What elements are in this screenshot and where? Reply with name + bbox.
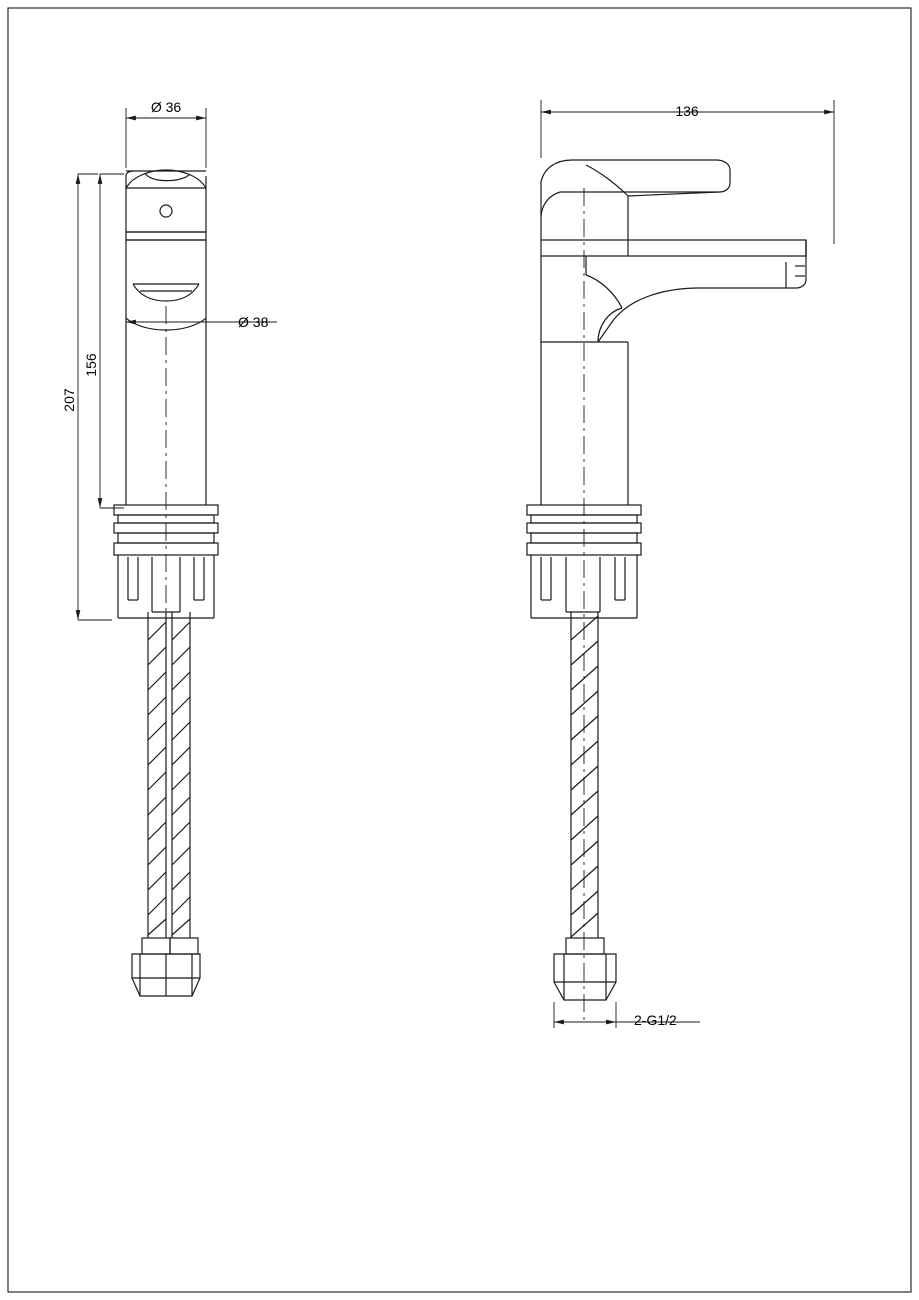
hose-left xyxy=(148,612,166,938)
dim-body-height: 156 xyxy=(83,353,99,377)
sheet-border xyxy=(8,8,911,1292)
dim-spout-reach: 136 xyxy=(675,103,699,119)
dim-spout-cap-dia: Ø 36 xyxy=(150,99,182,115)
front-view-geometry xyxy=(114,170,218,996)
dim-overall-height: 207 xyxy=(61,388,77,412)
side-view-dimensions xyxy=(541,100,834,1028)
dim-thread-spec: 2-G1/2 xyxy=(634,1012,677,1028)
hose-right xyxy=(172,612,190,938)
dim-body-dia: Ø 38 xyxy=(238,314,269,330)
hose-side xyxy=(571,612,598,938)
side-view-geometry xyxy=(527,160,806,1000)
